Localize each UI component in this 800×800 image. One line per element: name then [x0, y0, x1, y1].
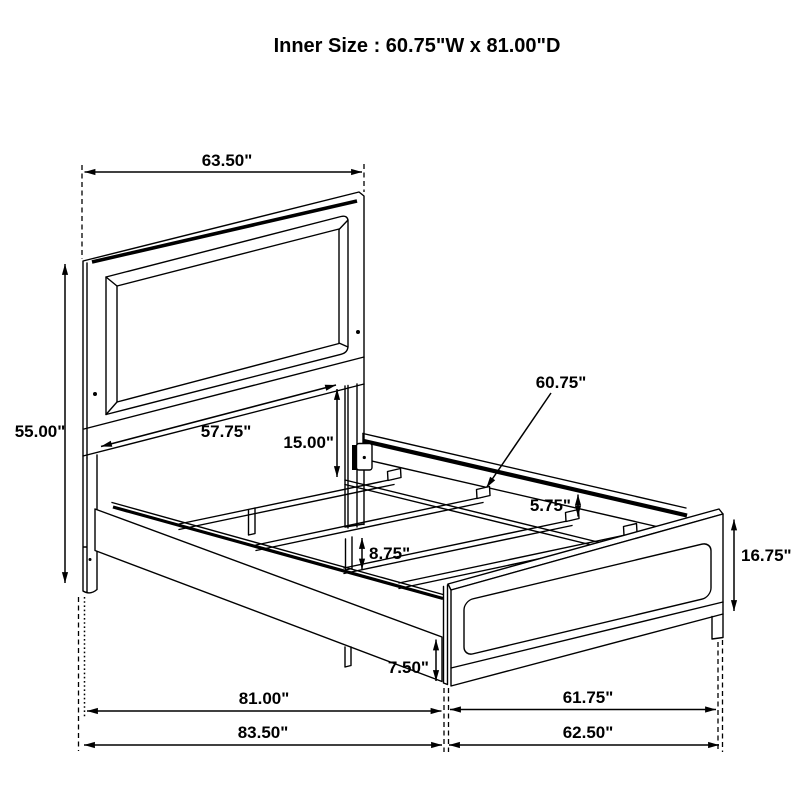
footboard: [444, 509, 724, 686]
dim-label-footboard-inner-width: 61.75": [562, 688, 614, 707]
dimension-footboard-height: [734, 520, 792, 612]
footboard-left-leg: [444, 585, 448, 685]
dimension-slat-length-callout: [487, 373, 587, 488]
dimension-overall-depth: [84, 723, 442, 745]
dimension-rail-slat-gap: [530, 495, 578, 517]
diagram-title: Inner Size : 60.75"W x 81.00"D: [273, 35, 561, 57]
screw-dot: [93, 392, 97, 396]
dimension-footboard-inner-width: [450, 688, 716, 710]
dim-label-side-rail-height: 7.50": [387, 658, 429, 677]
slat-end-tab: [477, 487, 491, 499]
dim-label-rail-drop: 15.00": [283, 433, 334, 452]
dim-label-support-leg-height: 8.75": [369, 544, 411, 563]
far-rail-ledge-band: [364, 441, 687, 516]
near-side-rail: [95, 509, 442, 682]
dim-label-headboard-width: 63.50": [201, 151, 253, 170]
dim-label-inner-depth: 81.00": [238, 689, 290, 708]
dim-label-headboard-inner-width: 57.75": [200, 422, 252, 441]
dimension-footboard-outer-width: [449, 723, 719, 745]
slat-end-tab: [388, 469, 402, 481]
rail-bracket: [352, 444, 372, 471]
dim-label-slat-length: 60.75": [535, 373, 587, 392]
dimension-overall-height: [15, 264, 66, 583]
bracket-screw: [363, 456, 366, 459]
footboard-right-leg: [712, 614, 723, 639]
screw-dot: [356, 330, 360, 334]
slat-support-leg: [346, 537, 353, 570]
slat-support-leg: [249, 508, 256, 535]
dim-label-footboard-height: 16.75": [741, 546, 792, 565]
screw-dot: [89, 558, 92, 561]
dim-label-footboard-outer-width: 62.50": [562, 723, 614, 742]
center-floor-leg: [345, 647, 351, 667]
dimension-inner-depth: [87, 689, 442, 711]
far-side-rail: [363, 434, 687, 534]
far-rail-bottom-edge: [363, 434, 687, 534]
near-rail-front-face: [95, 509, 442, 682]
dim-label-overall-height: 55.00": [14, 422, 66, 441]
dim-label-rail-slat-gap: 5.75": [529, 496, 571, 515]
leader-arrow: [487, 393, 552, 488]
dim-label-overall-depth: 83.50": [237, 723, 289, 742]
